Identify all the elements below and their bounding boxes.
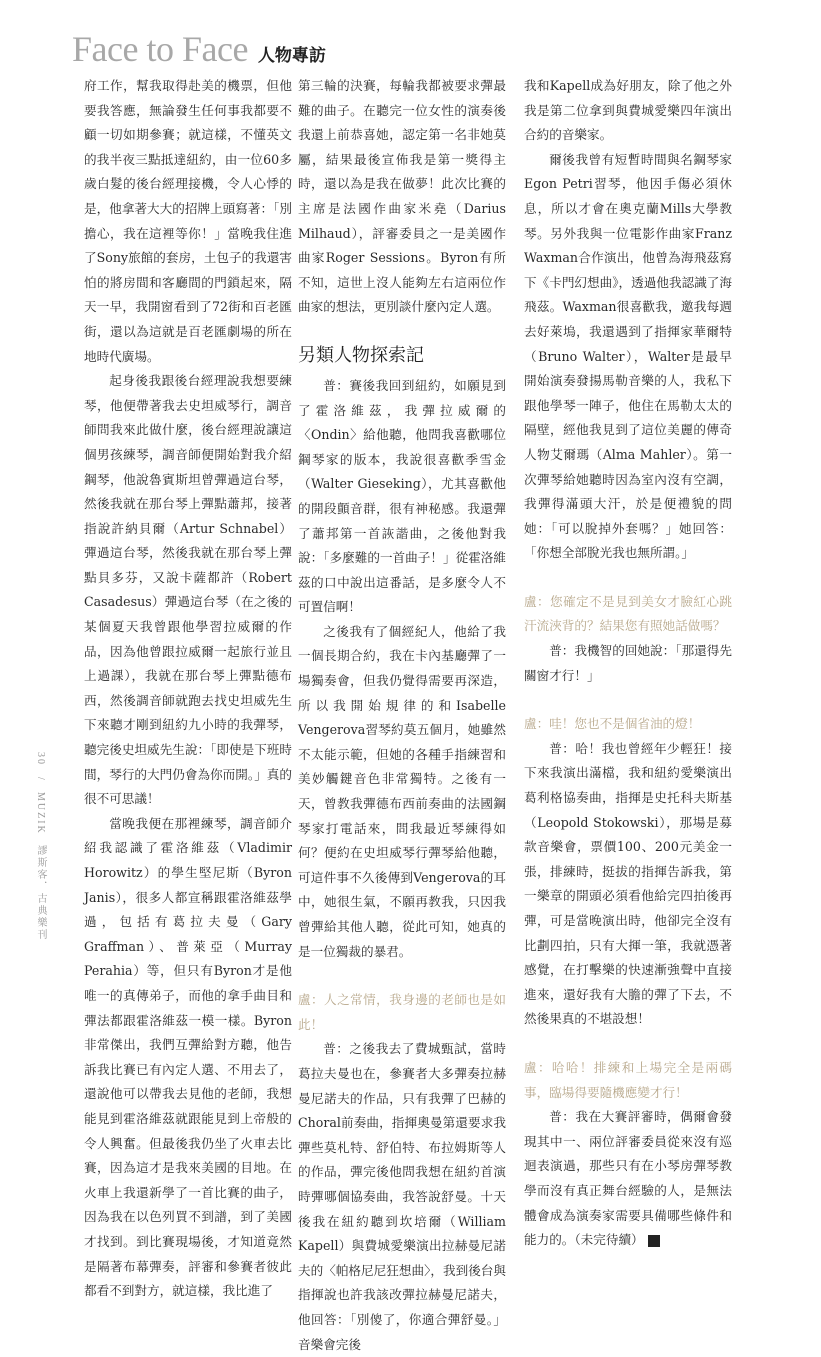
paragraph: 普：賽後我回到紐約，如願見到了霍洛維茲，我彈拉威爾的〈Ondin〉給他聽，他問我喜歡哪位鋼琴家的版本，我說很喜歡季雪金（Walter Gieseking），尤其喜歡他的開段顫音群，很有神秘感。我還彈了蕭邦第一首詼諧曲，之後他對我說：「多麼難的一首曲子！」從霍洛維茲的口中說出這番話，是多麼令人不可置信啊！ [298,377,506,615]
interviewer-question: 盧：哇！您也不是個省油的燈！ [524,716,701,732]
paragraph: 普：我機智的回她說：「那還得先關窗才行！」 [524,643,732,683]
interviewer-question: 盧：您確定不是見到美女才臉紅心跳汗流浹背的？結果您有照她話做嗎？ [524,593,732,634]
column-1 [84,74,292,1304]
paragraph-text: 普：我在大賽評審時，偶爾會發現其中一、兩位評審委員從來沒有巡迴表演過，那些只有在小琴房彈琴教學而沒有真正舞台經驗的人，是無法體會成為演奏家需要具備哪些條件和能力的。（未完待續） [524,1109,732,1248]
paragraph: 起身後我跟後台經理說我想要練琴，他便帶著我去史坦威琴行，調音師問我來此做什麼，後台經理說讓這個男孩練琴，調音師便開始對我介紹鋼琴，他說魯賓斯坦曾彈過這台琴，然後我就在那台琴上彈點蕭邦，接著指說許納貝爾（Artur Schnabel）彈過這台琴，然後我就在那台琴上彈點貝多芬，又說卡薩都許（Robert Casadesus）彈過這台琴（在之後的某個夏天我曾跟他學習拉威爾的作品，因為他曾跟拉威爾一起旅行並且上過課），我就在那台琴上彈點德布西，然後調音師就跑去找史坦威先生下來聽才剛到紐約九小時的我彈琴，聽完後史坦威先生說：「即使是下班時間，琴行的大門仍會為你而開。」真的很不可思議！ [84,373,292,807]
paragraph: 爾後我曾有短暫時間與名鋼琴家Egon Petri習琴，他因手傷必須休息，所以才會在奧克蘭Mills大學教琴。另外我與一位電影作曲家Franz Waxman合作演出，他曾為海飛茲寫下《卡門幻想曲》，透過他我認識了海飛茲。Waxman很喜歡我，邀我每週去好萊塢，我還遇到了指揮家華爾特（Bruno Walter），Walter是最早開始演奏發揚馬勒音樂的人，我私下跟他學琴一陣子，他住在馬勒太太的隔壁，經他我見到了這位美麗的傳奇人物艾爾瑪（Alma Mahler）。第一次彈琴給她聽時因為室內沒有空調，我彈得滿頭大汗，於是便禮貌的問她：「可以脫掉外套嗎？」她回答：「你想全部脫光我也無所謂。」 [524,151,732,561]
paragraph: 府工作，幫我取得赴美的機票，但他要我答應，無論發生任何事我都要不顧一切如期參賽；就這樣，不懂英文的我半夜三點抵達紐約，由一位60多歲白髮的後台經理接機，令人心悸的是，他拿著大大的招牌上頭寫著：「別擔心，我在這裡等你！」當晚我住進了Sony旅館的套房，土包子的我還害怕的將房間和客廳間的門鎖起來，隔天一早，我開窗看到了72街和百老匯街，還以為這就是百老匯劇場的所在地時代廣場。 [84,78,292,364]
section-title-zh: 人物專訪 [257,46,326,66]
end-of-article-icon: M [648,1235,660,1247]
magazine-name-zh: 謬斯客．古典樂刊 [35,845,46,942]
column-2 [298,74,506,1357]
subsection-heading: 另類人物探索記 [298,344,424,366]
interviewer-question: 盧：哈哈！排練和上場完全是兩碼事，臨場得要隨機應變才行！ [524,1059,732,1100]
section-title-en: Face to Face [72,29,248,69]
page-footer-sidebar [30,752,48,947]
paragraph-final [524,1105,732,1253]
paragraph: 之後我有了個經紀人，他給了我一個長期合約，我在卡內基廳彈了一場獨奏會，但我仍覺得需要再深造，所以我開始規律的和Isabelle Vengerova習琴約莫五個月，她雖然不太能示範，但她的各種手指練習和美妙觸鍵音色非常獨特。之後有一天，曾教我彈德布西前奏曲的法國鋼琴家打電話來，問我最近琴練得如何？便約在史坦威琴行彈琴給他聽，可這件事不久後傳到Vengerova的耳中，她很生氣，不願再教我，只因我曾彈給其他人聽，從此可知，她真的是一位獨裁的暴君。 [298,623,506,959]
separator: / [35,776,46,782]
magazine-name: MUZIK [35,791,46,835]
paragraph: 當晚我便在那裡練琴，調音師介紹我認識了霍洛維茲（Vladimir Horowitz）的學生堅尼斯（Byron Janis），很多人都宣稱跟霍洛維茲學過，包括有葛拉夫曼（Gary Graffman）、普萊亞（Murray Perahia）等，但只有Byron才是他唯一的真傳弟子，而他的拿手曲目和彈法都跟霍洛維茲一模一樣。Byron非常傑出，我們互彈給對方聽，他告訴我比賽已有內定人選、不用去了，還說他可以帶我去見他的老師，我想能見到霍洛維茲就跟能見到上帝般的令人興奮。但最後我仍坐了火車去比賽，因為這才是我來美國的目地。在火車上我還新學了一首比賽的曲子，因為我在以色列買不到譜，到了美國才找到。到比賽現場後，才知道竟然是隔著布幕彈奏，評審和參賽者彼此都看不到對方，就這樣，我比進了 [84,815,292,1299]
paragraph: 普：之後我去了費城甄試，當時葛拉夫曼也在，參賽者大多彈奏拉赫曼尼諾夫的作品，只有我彈了巴赫的Choral前奏曲，指揮奧曼第還要求我彈些莫札特、舒伯特、布拉姆斯等人的作品，彈完後他問我想在紐約首演時彈哪個協奏曲，我答說舒曼。十天後我在紐約聽到坎培爾（William Kapell）與費城愛樂演出拉赫曼尼諾夫的〈帕格尼尼狂想曲〉，我到後台與指揮說也許我該改彈拉赫曼尼諾夫，他回答：「別傻了，你適合彈舒曼。」音樂會完後 [298,1041,506,1352]
paragraph: 我和Kapell成為好朋友，除了他之外我是第二位拿到與費城愛樂四年演出合約的音樂家。 [524,78,732,143]
paragraph: 第三輪的決賽，每輪我都被要求彈最難的曲子。在聽完一位女性的演奏後我還上前恭喜她，認定第一名非她莫屬，結果最後宣佈我是第一獎得主時，還以為是我在做夢！此次比賽的主席是法國作曲家米堯（Darius Milhaud），評審委員之一是美國作曲家Roger Sessions。Byron有所不知，這世上沒人能夠左右這兩位作曲家的想法，更別談什麼內定人選。 [298,78,506,315]
interviewer-question: 盧：人之常情，我身邊的老師也是如此！ [298,992,506,1032]
paragraph: 普：哈！我也曾經年少輕狂！接下來我演出滿檔，我和紐約愛樂演出葛利格協奏曲，指揮是史托科夫斯基（Leopold Stokowski），那場是募款音樂會，票價100、200元美金一張，排練時，挺拔的指揮告訴我，第一樂章的開頭必須看他給完四拍後再彈，可是當晚演出時，他卻完全沒有比劃四拍，只有大揮一筆，我就憑著感覺，在打擊樂的快速漸強聲中直接進來，還好我有大膽的彈了下去，不然後果真的不堪設想！ [524,740,732,1027]
column-3 [524,74,732,1253]
page-number: 30 [35,752,46,766]
page-header [72,28,326,70]
